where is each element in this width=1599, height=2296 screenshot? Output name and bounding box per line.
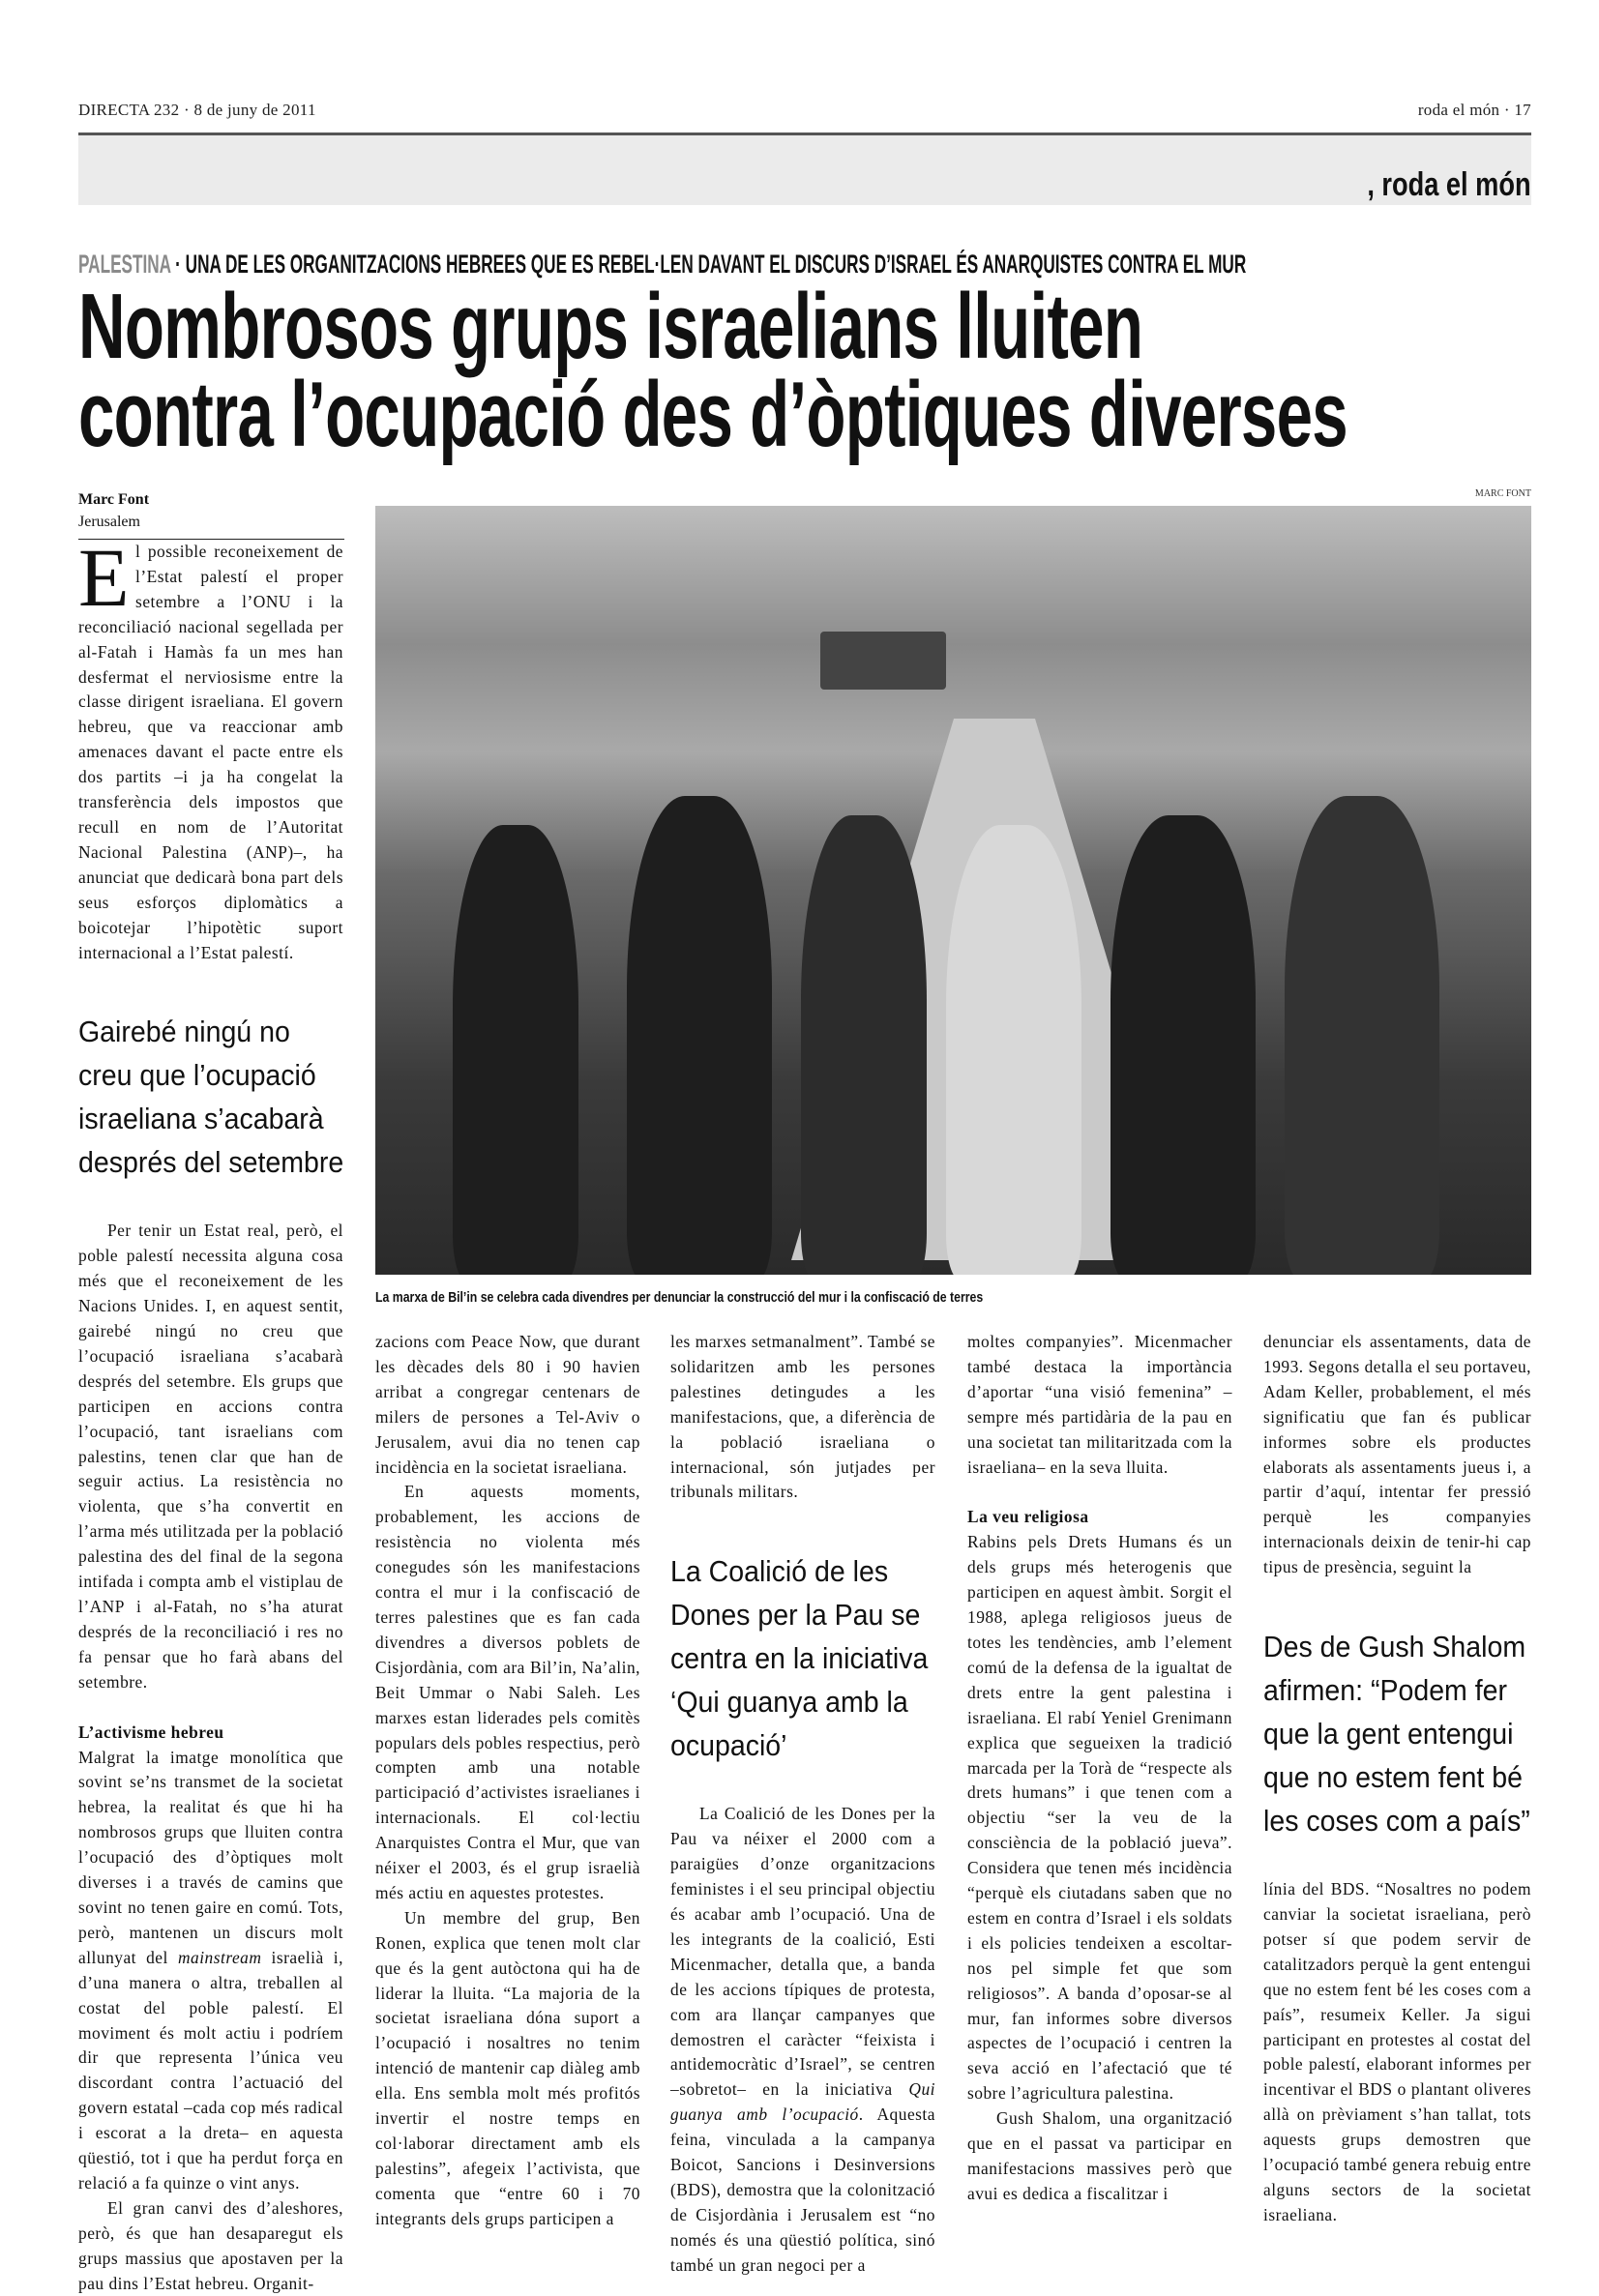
column-5: [1263, 1330, 1531, 2228]
photo-figure: [453, 825, 578, 1275]
photo-figure: [627, 796, 772, 1275]
paragraph: denunciar els assentaments, data de 1993. Segons detalla el seu portaveu, Adam Keller, probablement, el més significatiu que fan és publicar informes sobre els productes elaborats als assentaments jueus i, a partir d’aquí, intentar fer pressió perquè les companyies internacionals deixin de tenir-hi cap tipus de presència, seguint la: [1263, 1332, 1531, 1577]
photo-figure: [946, 825, 1081, 1275]
paragraph: les marxes setmanalment”. També se solidaritzen amb les persones palestines detingudes a les manifestacions, que, a diferència de la població israeliana o internacional, són jutjades per tribunals militars.: [670, 1332, 935, 1502]
paragraph: [78, 1746, 343, 2196]
column-3: [670, 1330, 935, 2279]
folio-section-page: roda el món · 17: [1417, 101, 1531, 119]
section-heading: La veu religiosa: [967, 1507, 1089, 1527]
section-band: [78, 132, 1531, 205]
text: La Coalició de les Dones per la Pau va néixer el 2000 com a paraigües d’onze organitzacions feministes i el seu principal objectiu és acabar amb l’ocupació. Una de les integrants de la coalició, Esti Micenmacher, detalla que, a banda de les accions típiques de protesta, com ara llançar campanyes que demostren el caràcter “feixista i antidemocràtic d’Israel”, se centren –sobretot– en la iniciativa: [670, 1804, 935, 2100]
drop-cap: E: [78, 531, 131, 624]
paragraph: En aquests moments, probablement, les accions de resistència no violenta més conegudes són les manifestacions contra el mur i la confiscació de terres palestines que es fan cada divendres a diversos poblets de Cisjordània, com ara Bil’in, Na’alin, Beit Ummar o Nabi Saleh. Les marxes estan liderades pels comitès populars dels pobles respectius, però compten amb una notable participació d’activistes israelianes i internacionals. El col·lectiu Anarquistes Contra el Mur, que van néixer el 2003, és el grup israelià més actiu en aquestes protestes.: [375, 1482, 640, 1902]
folio-issue-date: DIRECTA 232 · 8 de juny de 2011: [78, 101, 316, 119]
headline-line-2: contra l’ocupació des d’òptiques diverses: [78, 363, 1347, 466]
headline-line-1: Nombrosos grups israelians lluiten: [78, 275, 1143, 378]
subhead: Des de Gush Shalom afirmen: “Podem fer que la gent entengui que no estem fent bé les coses com a país”: [1263, 1630, 1530, 1839]
text: israelià i, d’una manera o altra, treballen al costat del poble palestí. El moviment és molt actiu i podríem dir que representa l’única veu discordant contra l’actuació del govern estatal –cada cop més radical i escorat a la dreta– en aquesta qüestió, tot i que ha perdut força en relació a fa quinze o vint anys.: [78, 1947, 343, 2193]
paragraph: zacions com Peace Now, que durant les dècades dels 80 i 90 havien arribat a congregar centenars de milers de persones a Tel-Aviv o Jerusalem, avui dia no tenen cap incidència en la societat israeliana.: [375, 1332, 640, 1477]
paragraph: Gush Shalom, una organització que en el passat va participar en manifestacions massives però que avui es dedica a fiscalitzar i: [967, 2108, 1232, 2203]
photo-caption: La marxa de Bil’in se celebra cada divendres per denunciar la construcció del mur i la confiscació de terres: [375, 1289, 984, 1306]
paragraph: [670, 1802, 935, 2278]
column-2: [375, 1330, 640, 2232]
subhead: La Coalició de les Dones per la Pau se centra en la iniciativa ‘Qui guanya amb la ocupació’: [670, 1554, 929, 1763]
photo-march: [375, 506, 1531, 1275]
headline: [78, 275, 1347, 466]
paragraph: El gran canvi des d’aleshores, però, és que han desaparegut els grups massius que apostaven per la pau dins l’Estat hebreu. Organit-: [78, 2197, 343, 2293]
photo-figure: [1110, 815, 1256, 1275]
photo-figure: [1285, 796, 1439, 1275]
text: Malgrat la imatge monolítica que sovint se’ns transmet de la societat hebrea, la realitat és que hi ha nombrosos grups que lluiten contra l’ocupació des d’òptiques molt diverses i a través de camins que sovint no tenen gaire en comú. Tots, però, mantenen un discurs molt allunyat del: [78, 1747, 343, 1967]
author: Marc Font: [78, 491, 150, 508]
lead-paragraph: [78, 531, 343, 965]
subhead: Gairebé ningú no creu que l’ocupació israeliana s’acabarà després del setembre: [78, 1015, 344, 1180]
paragraph: moltes companyies”. Micenmacher també destaca la importància d’aportar “una visió femenina” –sempre més partidària de la pau en una societat tan militaritzada com la israeliana– en la seva lluita.: [967, 1332, 1232, 1477]
lead-text: l possible reconeixement de l’Estat palestí el proper setembre a l’ONU i la reconciliació nacional segellada per al-Fatah i Hamàs fa un mes han desfermat el nerviosisme entre la classe dirigent israeliana. El govern hebreu, que va reaccionar amb amenaces davant el pacte entre els dos partits –i ja ha congelat la transferència dels impostos que recull en nom de l’Autoritat Nacional Palestina (ANP)–, ha anunciat que dedicarà bona part dels seus esforços diplomàtics a boicotejar l’hipotètic suport internacional a l’Estat palestí.: [78, 542, 343, 962]
column-4: [967, 1330, 1232, 2207]
dateline-place: Jerusalem: [78, 514, 140, 530]
paragraph: Per tenir un Estat real, però, el poble palestí necessita alguna cosa més que el reconeixement de les Nacions Unides. I, en aquest sentit, gairebé ningú no creu que l’ocupació israeliana s’acabarà després del setembre. Els grups que participen en accions contra l’ocupació, tant israelians com palestins, tenen clar que han de seguir actius. La resistència no violenta, que s’ha convertit en l’arma més utilitzada per la població palestina des del final de la segona intifada i compta amb el vistiplau de l’ANP i al-Fatah, no s’ha aturat després de la reconciliació i res no fa pensar que ho farà abans del setembre.: [78, 1221, 343, 1692]
photo-figure: [801, 815, 927, 1275]
photo-jeeps: [820, 632, 946, 690]
paragraph: Rabins pels Drets Humans és un dels grups més heterogenis que participen en aquest àmbit. Sorgit el 1988, aplega religiosos jueus de totes les tendències, amb l’element comú de la defensa de la igualtat de drets entre la gent palestina i israeliana. El rabí Yeniel Grenimann explica que segueixen la tradició marcada per la Torà de “respecte als drets humans” i que tenen com a objectiu “ser la veu de la consciència de la població jueva”. Considera que tenen més incidència “perquè els ciutadans saben que no estem en contra d’Israel i els soldats i els policies tendeixen a escoltar-nos pel simple fet que som religiosos”. A banda d’oposar-se al mur, fan informes sobre diversos aspectes de l’ocupació i centren la seva acció en l’afectació que té sobre l’agricultura palestina.: [967, 1532, 1232, 2104]
column-1: [78, 531, 344, 2296]
kicker-text: · UNA DE LES ORGANITZACIONS HEBREES QUE ES REBEL·LEN DAVANT EL DISCURS D’ISRAEL ÉS ANARQUISTES CONTRA EL MUR: [170, 250, 1247, 279]
kicker-topic: PALESTINA: [78, 250, 171, 279]
paragraph: Un membre del grup, Ben Ronen, explica que tenen molt clar que és la gent autòctona qui ha de liderar la lluita. “La majoria de la societat israeliana dóna suport a l’ocupació i nosaltres no tenim intenció de mantenir cap diàleg amb ella. Ens sembla molt més profitós invertir el nostre temps en col·laborar directament amb els palestins”, afegeix l’activista, que comenta que “entre 60 i 70 integrants dels grups participen a: [375, 1907, 640, 2228]
text: . Aquesta feina, vinculada a la campanya Boicot, Sancions i Desinversions (BDS), demostra que la colonització de Cisjordània i Jerusalem est “no només és una qüestió política, sinó també un gran negoci per a: [670, 2105, 935, 2275]
photo-credit: MARC FONT: [1474, 488, 1531, 499]
section-heading: L’activisme hebreu: [78, 1722, 224, 1742]
section-title: , roda el món: [1367, 166, 1531, 203]
emphasis: Qui guanya amb l’ocupació: [670, 2079, 935, 2125]
paragraph: línia del BDS. “Nosaltres no podem canviar la societat israeliana, però potser sí que podem servir de catalitzadors perquè la gent entengui que no estem fent bé les coses com a país”, resumeix Keller. Ja sigui participant en protestes al costat del poble palestí, elaborant informes per incentivar el BDS o plantant oliveres allà on prèviament s’han tallat, tots aquests grups demostren que l’ocupació també genera rebuig entre alguns sectors de la societat israeliana.: [1263, 1879, 1531, 2224]
emphasis: mainstream: [177, 1947, 262, 1967]
